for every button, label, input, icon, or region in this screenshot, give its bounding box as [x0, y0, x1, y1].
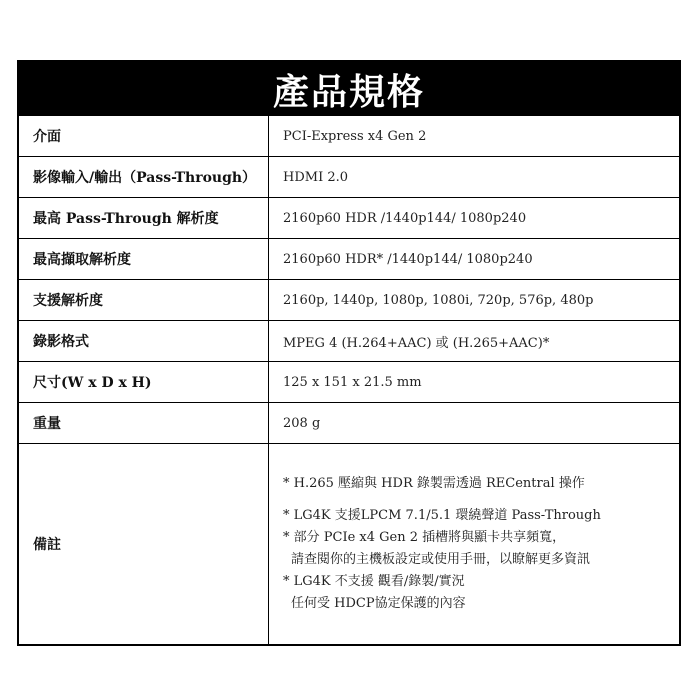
- spec-label: 最高擷取解析度: [19, 239, 269, 279]
- spec-row-dimensions: [19, 361, 679, 402]
- spec-row-passthrough-resolution: [19, 197, 679, 238]
- spec-row-recording-format: [19, 320, 679, 361]
- note-line: 任何受 HDCP協定保護的內容: [291, 596, 466, 611]
- spec-row-notes: [19, 443, 679, 644]
- spec-value: MPEG 4 (H.264+AAC) 或 (H.265+AAC)*: [283, 335, 550, 351]
- spec-label: 尺寸(W x D x H): [19, 362, 269, 402]
- spec-table: [17, 60, 681, 646]
- spec-label: 支援解析度: [19, 280, 269, 320]
- spec-row-supported-resolution: [19, 279, 679, 320]
- spec-row-interface: [19, 116, 679, 156]
- spec-row-weight: [19, 402, 679, 443]
- spec-value: 125 x 151 x 21.5 mm: [283, 374, 422, 390]
- note-line: 請查閱你的主機板設定或使用手冊，以瞭解更多資訊: [291, 552, 591, 567]
- note-line: * H.265 壓縮與 HDR 錄製需透過 RECentral 操作: [283, 476, 585, 491]
- spec-label: 介面: [19, 116, 269, 156]
- spec-label: 影像輸入/輸出（Pass-Through）: [19, 157, 269, 197]
- spec-value: 2160p60 HDR /1440p144/ 1080p240: [283, 210, 527, 226]
- notes-content: [269, 444, 679, 644]
- spec-label: 最高 Pass-Through 解析度: [19, 198, 269, 238]
- spec-value: PCI-Express x4 Gen 2: [283, 128, 427, 144]
- spec-label: 錄影格式: [19, 321, 269, 361]
- table-title: 產品規格: [19, 62, 679, 116]
- spec-row-io: [19, 156, 679, 197]
- note-line: * 部分 PCIe x4 Gen 2 插槽將與顯卡共享頻寬，: [283, 530, 566, 545]
- spec-value: HDMI 2.0: [283, 169, 349, 185]
- spec-label: 重量: [19, 403, 269, 443]
- spec-value: 2160p, 1440p, 1080p, 1080i, 720p, 576p, 480p: [283, 292, 594, 308]
- notes-label: 備註: [19, 444, 269, 644]
- spec-value: 2160p60 HDR* /1440p144/ 1080p240: [283, 251, 533, 267]
- spec-value: 208 g: [283, 415, 321, 431]
- spec-row-capture-resolution: [19, 238, 679, 279]
- note-line: * LG4K 不支援 觀看/錄製/實況: [283, 574, 465, 589]
- note-line: * LG4K 支援LPCM 7.1/5.1 環繞聲道 Pass-Through: [283, 508, 601, 523]
